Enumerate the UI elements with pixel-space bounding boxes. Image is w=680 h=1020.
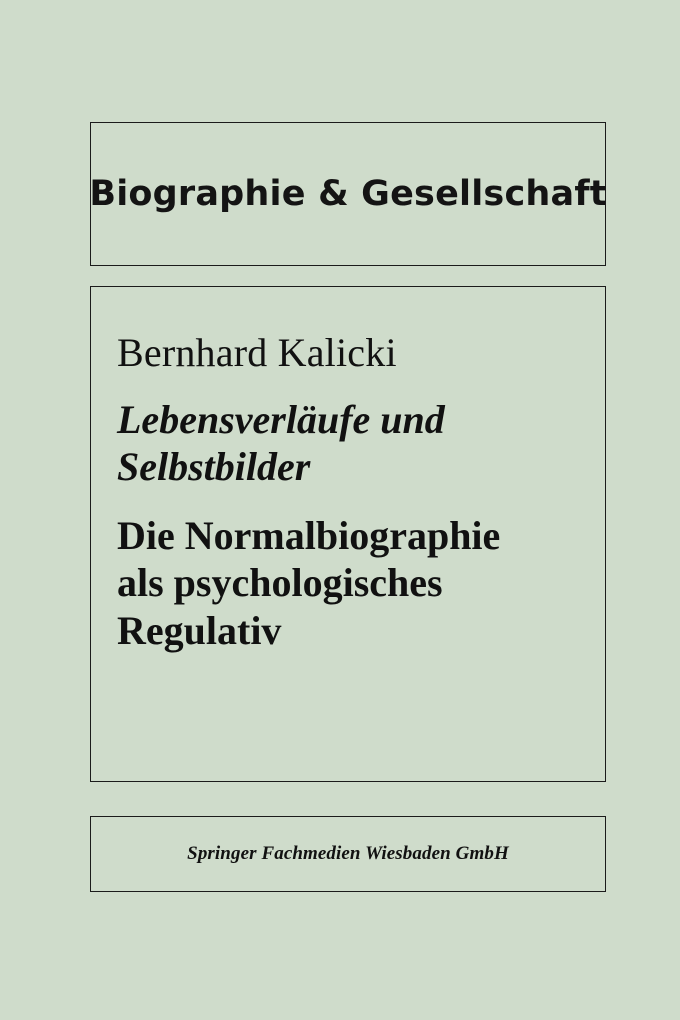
series-title-box [90, 122, 606, 266]
book-subtitle [117, 512, 577, 654]
publisher-box [90, 816, 606, 892]
book-title-line-2: Selbstbilder [117, 443, 311, 489]
book-subtitle-line-1: Die Normalbiographie [117, 513, 501, 559]
book-title [117, 396, 577, 490]
book-title-line-1: Lebensverläufe und [117, 396, 445, 442]
publisher-name: Springer Fachmedien Wiesbaden GmbH [187, 843, 509, 864]
author-name: Bernhard Kalicki [117, 330, 397, 375]
series-title: Biographie & Gesellschaft [89, 174, 607, 214]
main-title-box [90, 286, 606, 782]
book-subtitle-line-2: als psychologisches [117, 560, 443, 606]
book-subtitle-line-3: Regulativ [117, 607, 282, 653]
